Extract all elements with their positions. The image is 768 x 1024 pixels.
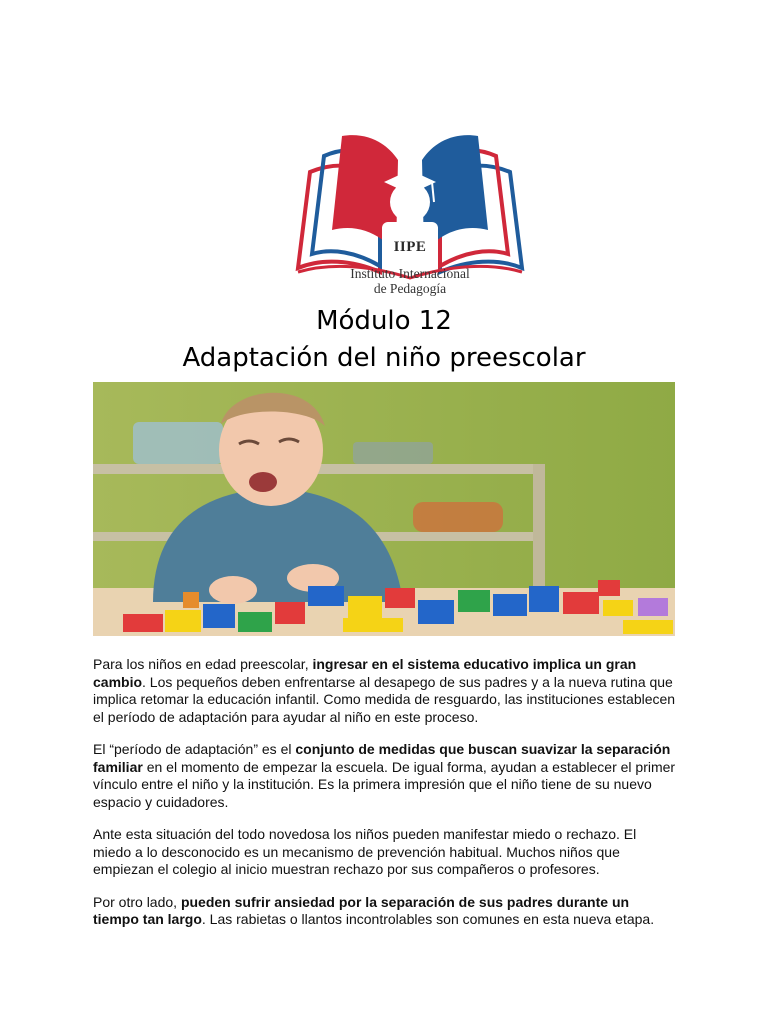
page-title: Adaptación del niño preescolar <box>182 343 586 373</box>
crying-child-with-blocks-photo-icon <box>93 382 675 636</box>
bold-phrase: ingresar en el sistema educativo implica un gran cambio <box>93 656 637 690</box>
logo-name-line-2: de Pedagogía <box>373 281 447 296</box>
paragraph-3: Ante esta situación del todo novedosa los niños pueden manifestar miedo o rechazo. El miedo a lo desconocido es un mecanismo de prevención habitual. Muchos niños que empiezan el colegio al inicio muestran rechazo por sus compañeros o profesores. <box>93 826 637 877</box>
module-number-heading: Módulo 12 <box>316 306 452 336</box>
bold-phrase: conjunto de medidas que buscan suavizar la separación familiar <box>93 741 671 775</box>
paragraph-4: Por otro lado, pueden sufrir ansiedad por la separación de sus padres durante un tiempo tan largo. Las rabietas o llantos incontrolables son comunes en esta nueva etapa. <box>93 893 655 927</box>
logo-abbreviation: IIPE <box>393 239 427 255</box>
bold-phrase: pueden sufrir ansiedad por la separación de sus padres durante un tiempo tan largo <box>93 893 630 927</box>
paragraph-1: Para los niños en edad preescolar, ingresar en el sistema educativo implica un gran cambio. Los pequeños deben enfrentarse al desapego de sus padres y a la nueva rutina que implica retomar la educación infantil. Como medida de resguardo, las instituciones establecen el período de adaptación para ayudar al niño en este proceso. <box>93 656 676 725</box>
iipe-logo <box>292 132 528 300</box>
crying-child-photo <box>93 382 675 636</box>
paragraph-2: El “período de adaptación” es el conjunto de medidas que buscan suavizar la separación familiar en el momento de empezar la escuela. De igual forma, ayudan a establecer el primer vínculo entre el niño y la institución. Es la primera impresión que el niño tiene de su nuevo espacio y cuidadores. <box>93 741 676 810</box>
logo-name-line-1: Instituto Internacional <box>350 266 470 281</box>
article-body <box>93 656 678 944</box>
